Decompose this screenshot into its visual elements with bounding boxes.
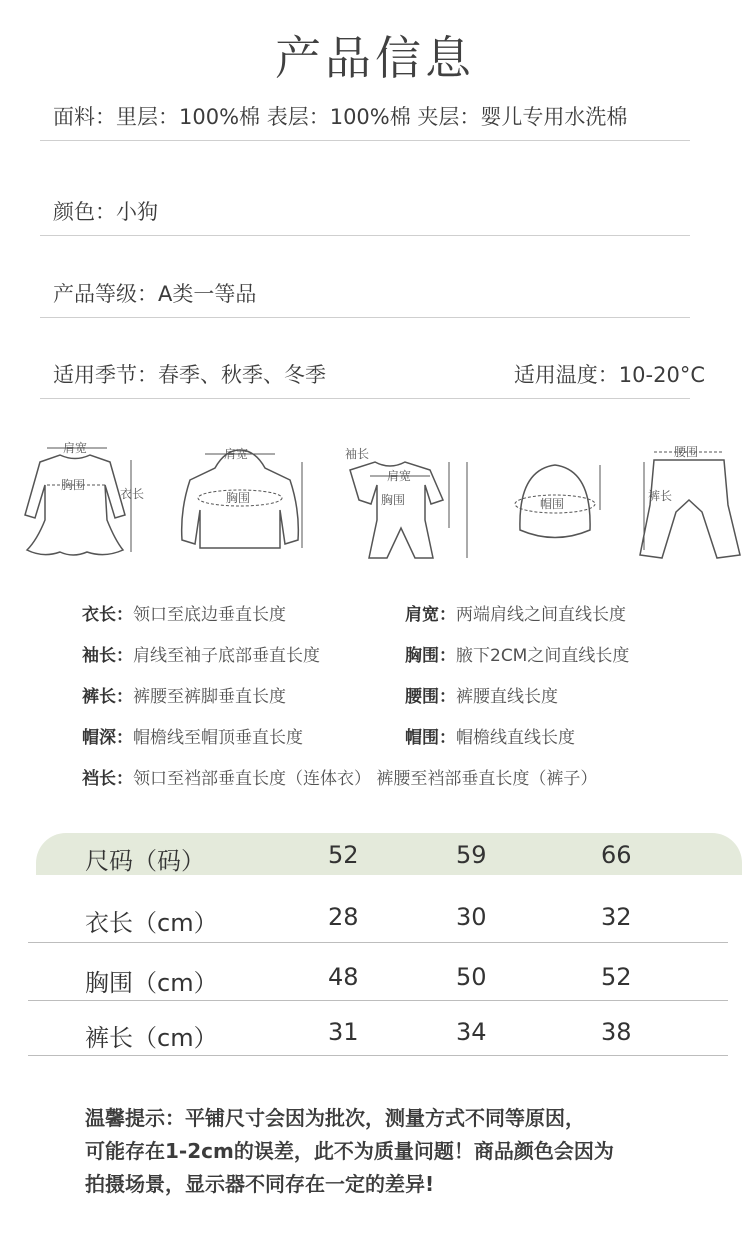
def-waist: 腰围：裤腰直线长度 [405, 687, 558, 707]
temperature-text: 适用温度：10-20°C [513, 363, 705, 387]
color-text: 颜色：小狗 [53, 200, 158, 224]
svg-text:胸围: 胸围 [61, 478, 86, 492]
svg-text:胸围: 胸围 [226, 491, 251, 505]
grade-row [40, 277, 690, 318]
svg-text:肩宽: 肩宽 [387, 469, 412, 483]
table-divider [28, 942, 728, 943]
page-title: 产品信息 [275, 31, 475, 85]
grade-text: 产品等级：A类一等品 [53, 282, 257, 306]
svg-text:衣长: 衣长 [120, 487, 145, 501]
measurement-diagrams [0, 440, 750, 570]
svg-text:帽围: 帽围 [540, 497, 565, 511]
color-row [40, 195, 690, 236]
svg-text:胸围: 胸围 [381, 493, 406, 507]
hat-diagram [500, 440, 620, 565]
def-hat-circ: 帽围：帽檐线直线长度 [405, 728, 575, 748]
def-crotch: 裆长：领口至裆部垂直长度（连体衣） 裤腰至裆部垂直长度（裤子） [82, 769, 598, 789]
romper-diagram [335, 440, 485, 565]
def-chest: 胸围：腋下2CM之间直线长度 [405, 646, 630, 666]
hoodie-diagram [160, 440, 320, 565]
svg-text:肩宽: 肩宽 [224, 447, 249, 461]
def-pants: 裤长：裤腰至裤脚垂直长度 [82, 687, 286, 707]
pants-diagram [632, 440, 750, 565]
svg-text:袖长: 袖长 [345, 447, 370, 461]
dress-length-label [118, 440, 145, 565]
def-hat-depth: 帽深：帽檐线至帽顶垂直长度 [82, 728, 303, 748]
fabric-row [40, 100, 690, 141]
table-divider [28, 1055, 728, 1056]
def-length: 衣长：领口至底边垂直长度 [82, 605, 286, 625]
tip-note: 温馨提示：平铺尺寸会因为批次，测量方式不同等原因， 可能存在1-2cm的误差，此不为质量问题！商品颜色会因为 拍摄场景，显示器不同存在一定的差异! [85, 1106, 614, 1196]
svg-text:腰围: 腰围 [674, 445, 699, 459]
season-row [40, 358, 705, 399]
table-divider [28, 1000, 728, 1001]
svg-text:肩宽: 肩宽 [63, 441, 88, 455]
season-text: 适用季节：春季、秋季、冬季 [53, 363, 326, 387]
def-sleeve: 袖长：肩线至袖子底部垂直长度 [82, 646, 320, 666]
fabric-text: 面料：里层：100%棉 表层：100%棉 夹层：婴儿专用水洗棉 [53, 105, 628, 129]
svg-text:裤长: 裤长 [648, 489, 673, 503]
def-shoulder: 肩宽：两端肩线之间直线长度 [405, 605, 626, 625]
